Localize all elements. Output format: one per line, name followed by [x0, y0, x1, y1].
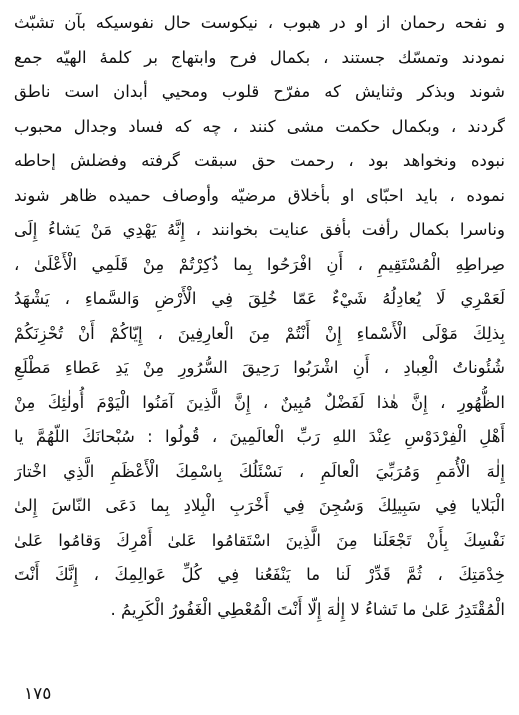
text-line-13: أَهْلِ الْفِرْدَوْسِ عِنْدَ اللهِ رَبِّ الْعالَمِينَ ، قُولُوا : سُبْحانَكَ اللّهُمَّ يا: [14, 427, 505, 446]
text-line-18: الْمُقْتَدِرُ عَلىٰ ما تَشاءُ لا إِلٰهَ إِلّا أَنْتَ الْمُعْطِي الْغَفُورُ الْكَرِيمُ .: [110, 599, 505, 619]
text-line-8: صِراطِهِ الْمُسْتَقِيمِ ، أَنِ افْرَحُوا بِما ذُكِرْتُمْ مِنْ قَلَمِي الْأَعْلَىٰ ،: [14, 254, 505, 274]
text-line-1: و نفحه رحمان از او در هبوب ، نیکوست حال نفوسیکه بآن تشبّث: [14, 13, 505, 32]
text-line-3: شوند وبذكر وثنايش كه مفرّح قلوب ومحيي أبدان است ناطق: [14, 82, 505, 101]
body-text: [14, 6, 505, 627]
text-line-7: وناسرا بكمال رأفت بأفق عنايت بخوانند ، إِنَّهُ يَهْدِي مَنْ يَشاءُ إِلَى: [14, 220, 505, 239]
text-line-5: نبوده ونخواهد بود ، رحمت حق سبقت گرفته وفضلش إحاطه: [14, 151, 505, 170]
text-line-9: لَعَمْرِي لَا يُعادِلُهُ شَيْءٌ عَمّا خُلِقَ فِي الْأَرْضِ وَالسَّماءِ ، يَشْهَدُ: [14, 289, 505, 308]
text-line-16: نَفْسِكَ بِأَنْ تَجْعَلَنا مِنَ الَّذِينَ اسْتَقامُوا عَلىٰ أَمْرِكَ وَقامُوا عَلىٰ: [14, 530, 505, 550]
text-line-10: بِذلِكَ مَوْلَى الْأَسْماءِ إِنْ أَنْتُمْ مِنَ الْعارِفِينَ ، إِيّاكُمْ أَنْ تُحْزِنَكُمْ: [14, 323, 505, 343]
text-line-6: نموده ، بايد احبّاى او بأخلاق مرضيّه وأوصاف حميده ظاهر شوند: [14, 185, 505, 205]
text-line-17: خِدْمَتِكَ ، ثُمَّ قَدِّرْ لَنا ما يَنْفَعُنا فِي كُلِّ عَوالِمِكَ ، إِنَّكَ أَنْتَ: [14, 565, 505, 584]
text-line-11: شُئُوناتُ الْعِبادِ ، أَنِ اشْرَبُوا رَحِيقَ السُّرُورِ مِنْ يَدِ عَطاءِ مَطْلَعِ: [14, 358, 505, 377]
text-line-4: گردند ، وبكمال حكمت مشى كنند ، چه كه فساد وجدال محبوب: [14, 116, 505, 136]
text-line-12: الظُّهُورِ ، إِنَّ هٰذا لَفَضْلٌ مُبِينٌ ، إِنَّ الَّذِينَ آمَنُوا الْيَوْمَ أُولٰئِكَ مِنْ: [14, 392, 505, 412]
text-line-2: نمودند وتمسّك جستند ، بكمال فرح وابتهاج بر كلمهٔ الهيّه جمع: [14, 47, 505, 67]
page-number: ١٧٥: [24, 684, 52, 704]
text-line-15: الْبَلايا فِي سَبِيلِكَ وَسُجِنَ فِي أَخْرَبِ الْبِلادِ بِما دَعَى النّاسَ إِلىٰ: [14, 496, 505, 515]
text-line-14: إِلٰهَ الْأُمَمِ وَمُرَبِّيَ الْعالَمِ ، نَسْئَلُكَ بِاسْمِكَ الْأَعْظَمِ الَّذِي اخْتارَ: [14, 461, 505, 481]
